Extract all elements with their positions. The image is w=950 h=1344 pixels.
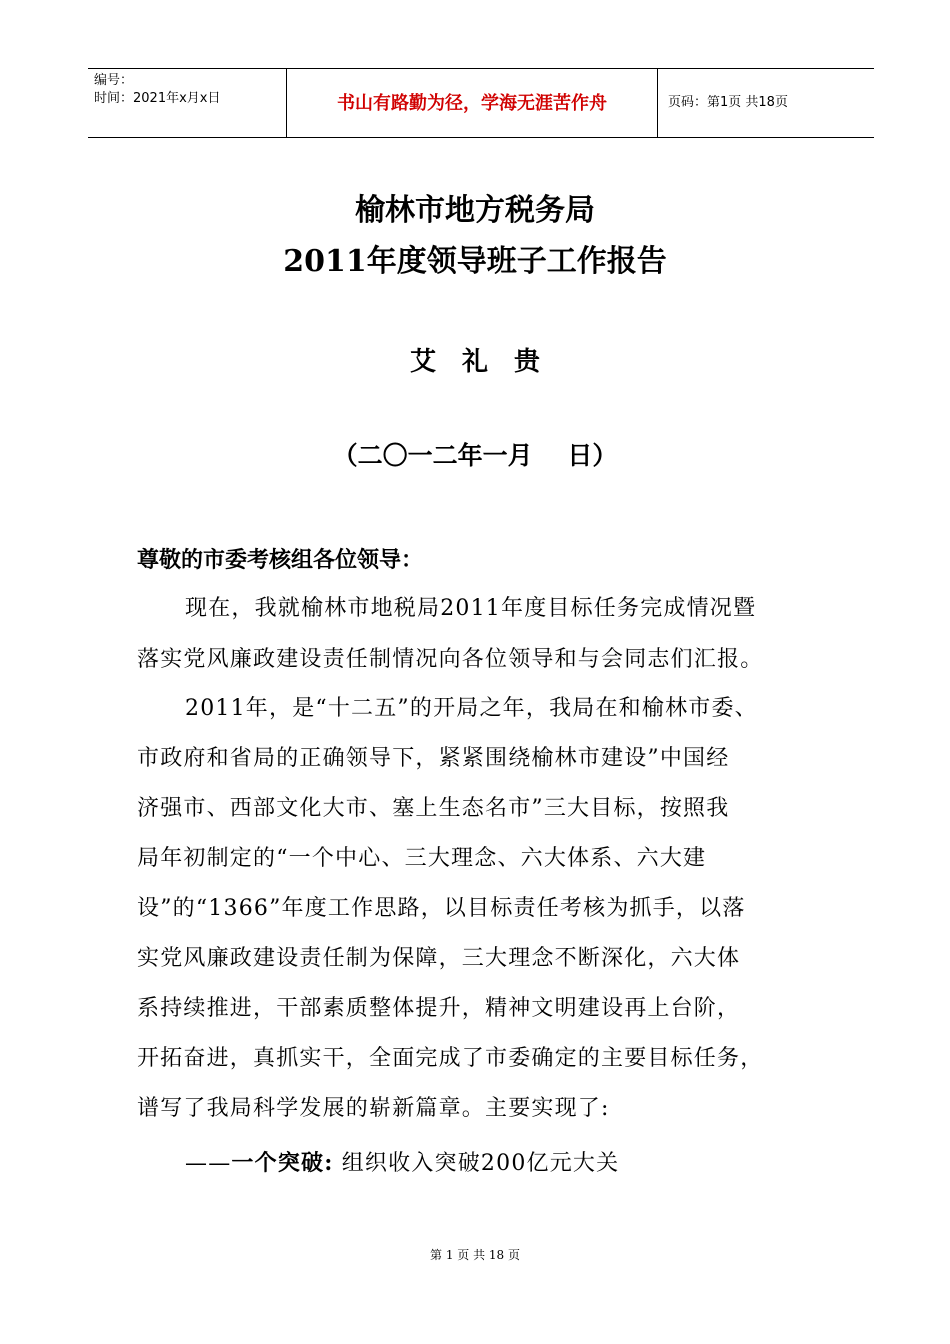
body-line: 局年初制定的“一个中心、三大理念、六大体系、六大建	[137, 846, 707, 871]
body-line-breakthrough	[185, 1148, 885, 1179]
page-header	[88, 68, 874, 138]
body-line: 设”的“1366”年度工作思路，以目标责任考核为抓手，以落	[137, 896, 746, 921]
body-line: 系持续推进，干部素质整体提升，精神文明建设再上台阶，	[137, 996, 741, 1021]
document-number-label: 编号：	[94, 73, 134, 88]
page-footer: 第 1 页 共 18 页	[430, 1248, 520, 1262]
breakthrough-label: 一个突破:	[231, 1150, 334, 1176]
body-line: 开拓奋进，真抓实干，全面完成了市委确定的主要目标任务，	[137, 1046, 764, 1071]
header-info-cell	[88, 69, 286, 137]
document-greeting: 尊敬的市委考核组各位领导：	[137, 548, 424, 573]
body-line: 现在，我就榆林市地税局2011年度目标任务完成情况暨	[185, 596, 757, 621]
header-motto-cell	[286, 69, 658, 137]
breakthrough-text: 组织收入突破200亿元大关	[333, 1151, 620, 1176]
body-line: 济强市、西部文化大市、塞上生态名市”三大目标，按照我	[137, 796, 730, 821]
body-line: 市政府和省局的正确领导下，紧紧围绕榆林市建设”中国经	[137, 746, 730, 771]
body-line: 落实党风廉政建设责任制情况向各位领导和与会同志们汇报。	[137, 647, 764, 672]
body-line: 2011年，是“十二五”的开局之年，我局在和榆林市委、	[185, 696, 758, 721]
dash-prefix: ——	[185, 1151, 232, 1176]
document-date: （二〇一二年一月 日）	[332, 441, 618, 470]
header-page-code: 页码：第1页 共18页	[668, 95, 788, 110]
header-motto: 书山有路勤为径，学海无涯苦作舟	[337, 93, 607, 114]
body-line: 谱写了我局科学发展的崭新篇章。主要实现了:	[137, 1096, 610, 1121]
header-page-cell	[658, 69, 874, 137]
document-title-line-2: 2011年度领导班子工作报告	[283, 244, 667, 279]
document-time-label: 时间：2021年x月x日	[94, 91, 221, 106]
body-line: 实党风廉政建设责任制为保障，三大理念不断深化，六大体	[137, 946, 741, 971]
document-author: 艾礼贵	[409, 347, 566, 377]
document-title-line-1: 榆林市地方税务局	[355, 193, 595, 228]
